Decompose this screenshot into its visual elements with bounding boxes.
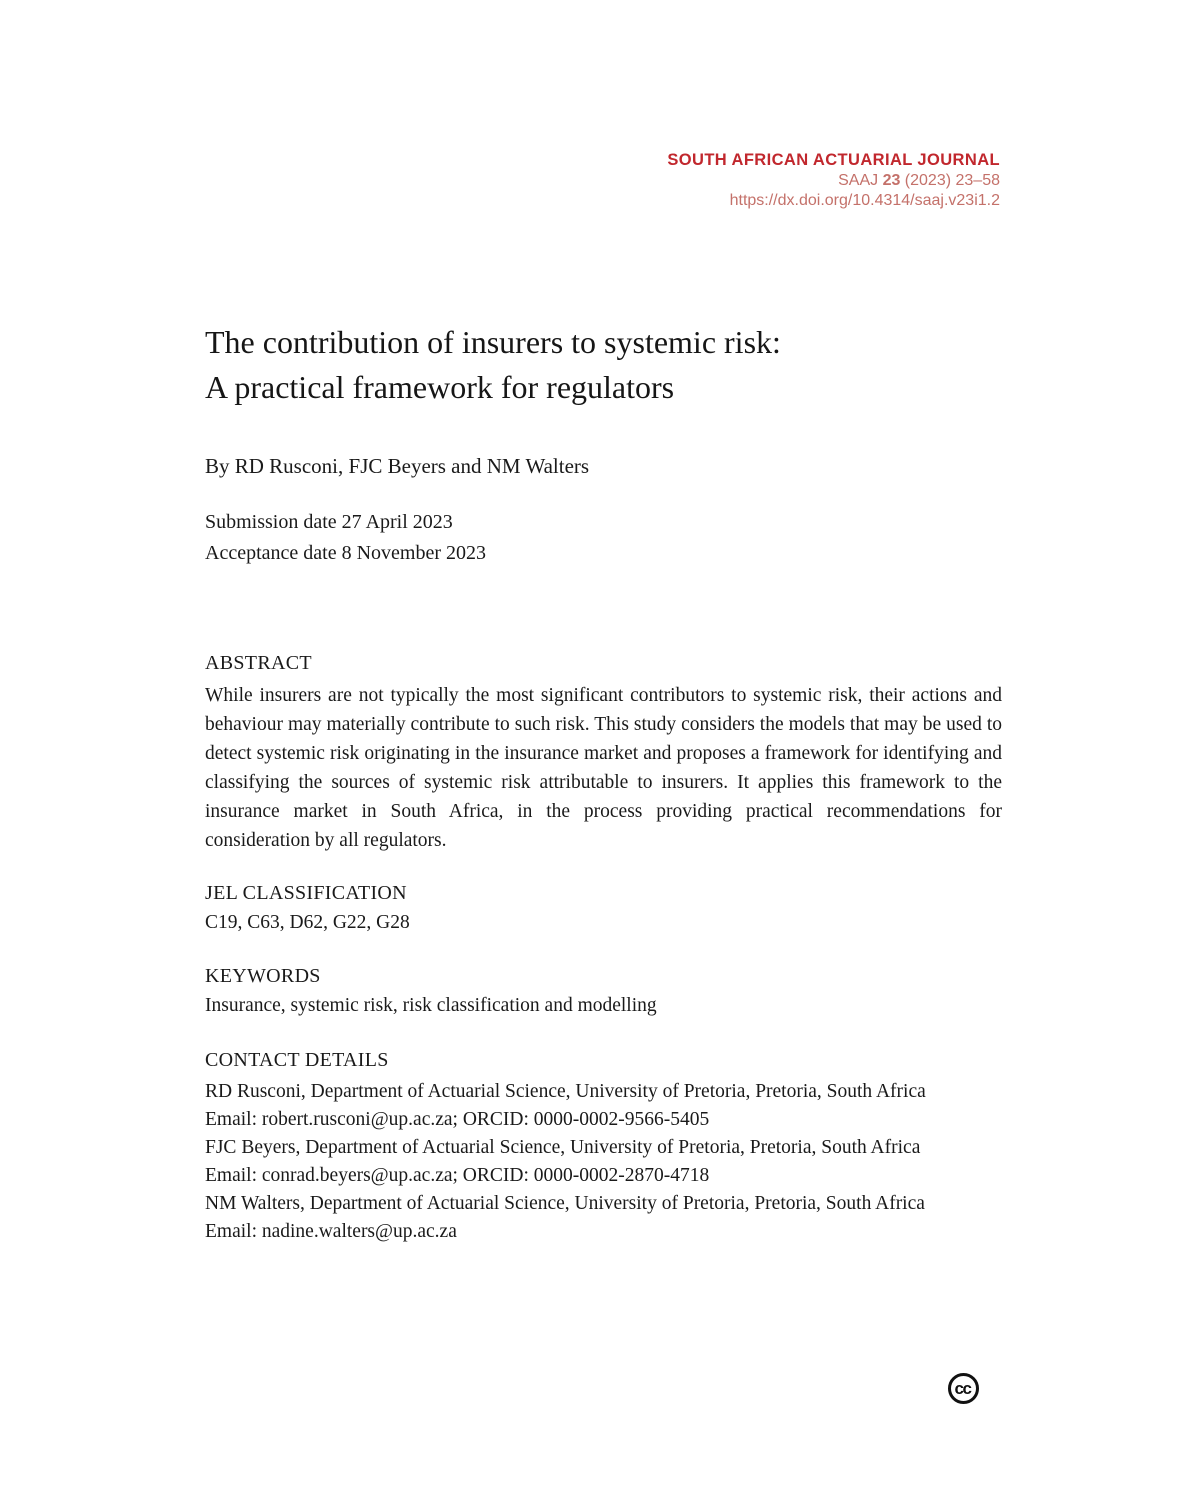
article-title-line1: The contribution of insurers to systemic risk: — [205, 324, 781, 360]
keywords-section — [205, 961, 1002, 1021]
journal-issue-suffix: (2023) 23–58 — [900, 172, 1000, 189]
keywords-heading: KEYWORDS — [205, 965, 321, 987]
contact-line-email3: Email: nadine.walters@up.ac.za — [205, 1221, 457, 1242]
abstract-heading: ABSTRACT — [205, 652, 312, 674]
journal-name: SOUTH AFRICAN ACTUARIAL JOURNAL — [667, 151, 1000, 169]
article-title — [205, 320, 1005, 410]
jel-heading: JEL CLASSIFICATION — [205, 882, 407, 904]
journal-doi-line — [667, 191, 1000, 210]
contact-line-author3: NM Walters, Department of Actuarial Science, University of Pretoria, Pretoria, South Africa — [205, 1193, 925, 1214]
abstract-text: While insurers are not typically the most significant contributors to systemic risk, their actions and behaviour may materially contribute to such risk. This study considers the models that may be used to detect systemic risk originating in the insurance market and proposes a framework for identifying and classifying the sources of systemic risk attributable to insurers. It applies this framework to the insurance market in South Africa, in the process providing practical recommendations for consideration by all regulators. — [205, 685, 1002, 851]
contact-line-author1: RD Rusconi, Department of Actuarial Science, University of Pretoria, Pretoria, South Africa — [205, 1081, 926, 1102]
contact-line-email1: Email: robert.rusconi@up.ac.za; ORCID: 0000-0002-9566-5405 — [205, 1109, 710, 1130]
jel-section — [205, 878, 1002, 938]
acceptance-date: Acceptance date 8 November 2023 — [205, 542, 486, 564]
doi-link[interactable]: https://dx.doi.org/10.4314/saaj.v23i1.2 — [729, 192, 1000, 209]
keywords-list: Insurance, systemic risk, risk classification and modelling — [205, 995, 657, 1016]
contact-section — [205, 1045, 1002, 1246]
contact-lines — [205, 1078, 1002, 1246]
contact-heading: CONTACT DETAILS — [205, 1049, 389, 1071]
article-title-line2: A practical framework for regulators — [205, 369, 675, 405]
submission-date: Submission date 27 April 2023 — [205, 511, 453, 533]
jel-codes: C19, C63, D62, G22, G28 — [205, 912, 410, 933]
contact-line-author2: FJC Beyers, Department of Actuarial Science, University of Pretoria, Pretoria, South Africa — [205, 1137, 921, 1158]
creative-commons-icon: cc — [948, 1373, 979, 1404]
journal-masthead — [667, 151, 1000, 210]
journal-issue-prefix: SAAJ — [838, 172, 883, 189]
contact-line-email2: Email: conrad.beyers@up.ac.za; ORCID: 0000-0002-2870-4718 — [205, 1165, 710, 1186]
abstract-section — [205, 648, 1002, 855]
article-byline: By RD Rusconi, FJC Beyers and NM Walters — [205, 454, 590, 478]
article-dates — [205, 507, 486, 569]
journal-volume-number: 23 — [882, 172, 901, 189]
journal-issue-line — [667, 171, 1000, 190]
